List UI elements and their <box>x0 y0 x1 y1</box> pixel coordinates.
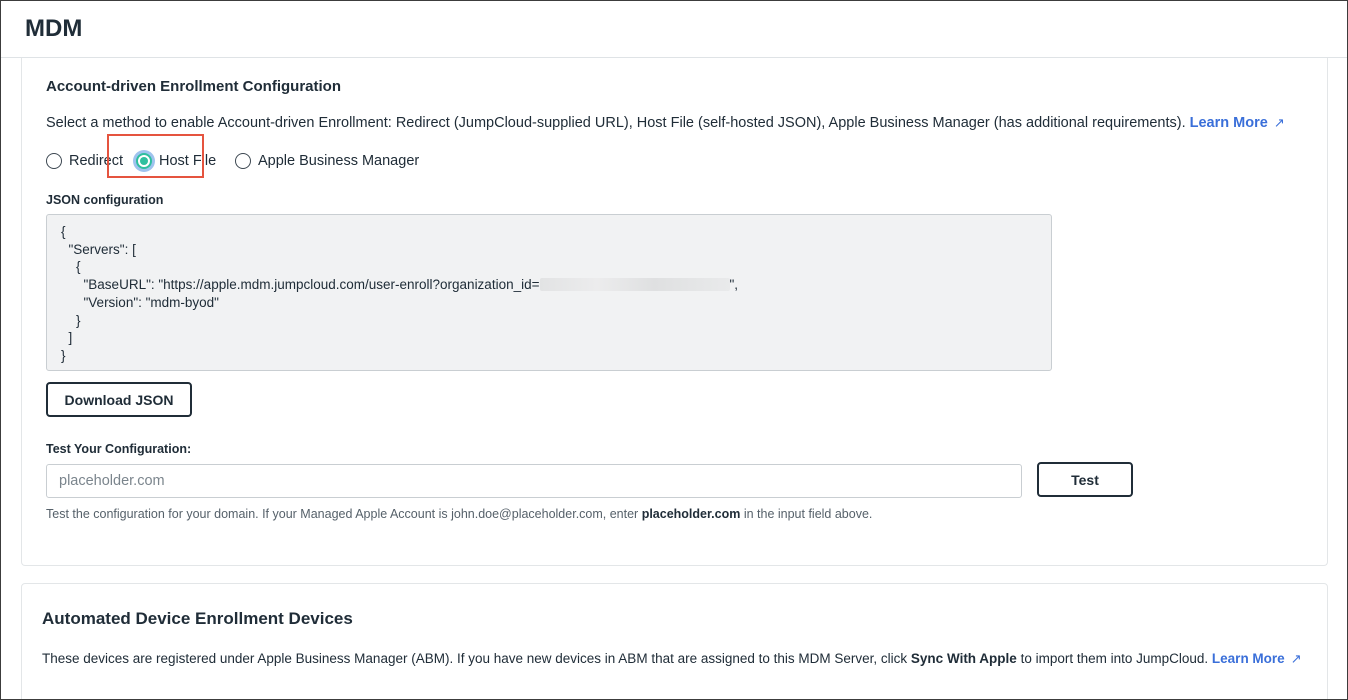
json-config-label: JSON configuration <box>46 193 164 207</box>
radio-apple-business-manager[interactable] <box>235 148 419 174</box>
page-header <box>1 1 1347 58</box>
radio-redirect-label: Redirect <box>69 153 123 169</box>
json-line: ", <box>729 277 739 293</box>
json-line: "Version": "mdm-byod" <box>61 294 219 310</box>
radio-host-file-label: Host File <box>159 153 217 169</box>
ade-config-card <box>21 58 1328 566</box>
page-title: MDM <box>25 15 83 42</box>
test-domain-input[interactable] <box>46 464 1022 498</box>
json-line: } <box>61 312 81 328</box>
learn-more-label: Learn More <box>1189 115 1268 131</box>
redacted-organization-id <box>540 278 730 291</box>
ade-config-intro <box>46 115 1285 131</box>
ade-config-title: Account-driven Enrollment Configuration <box>46 78 341 95</box>
help-bold: placeholder.com <box>641 507 741 521</box>
json-line: "BaseURL": "https://apple.mdm.jumpcloud.com/user-enroll?organization_id= <box>61 277 540 293</box>
download-json-button[interactable]: Download JSON <box>46 382 192 417</box>
help-prefix: Test the configuration for your domain. If your Managed Apple Account is john.doe@placeholder.com, enter <box>46 507 642 521</box>
help-suffix: in the input field above. <box>740 507 873 521</box>
radio-redirect-circle[interactable] <box>46 153 62 169</box>
radio-abm-label: Apple Business Manager <box>258 153 420 169</box>
json-line: { <box>61 259 81 275</box>
test-help-text <box>46 507 872 521</box>
json-line: "Servers": [ <box>61 241 136 257</box>
json-line: } <box>61 347 66 363</box>
external-link-icon: ↗ <box>1273 115 1285 130</box>
ade-devices-intro-suffix: to import them into JumpCloud. <box>1016 651 1209 666</box>
json-line: ] <box>61 330 73 346</box>
sync-with-apple-text: Sync With Apple <box>910 651 1017 666</box>
host-file-highlight <box>107 134 204 178</box>
ade-devices-title: Automated Device Enrollment Devices <box>42 609 353 628</box>
ade-config-intro-text: Select a method to enable Account-driven Enrollment: Redirect (JumpCloud-supplied URL), Host File (self-hosted JSON), Apple Business Manager (has additional requirements). <box>46 115 1186 131</box>
learn-more-link[interactable] <box>1190 115 1285 131</box>
json-config-block <box>46 214 1052 371</box>
test-config-label: Test Your Configuration: <box>46 442 192 456</box>
external-link-icon: ↗ <box>1290 651 1302 666</box>
ade-devices-learn-more-label: Learn More <box>1211 651 1285 666</box>
ade-devices-intro-prefix: These devices are registered under Apple Business Manager (ABM). If you have new devices in ABM that are assigned to this MDM Server, click <box>42 651 911 666</box>
test-button[interactable]: Test <box>1037 462 1133 497</box>
ade-devices-learn-more-link[interactable] <box>1212 651 1302 666</box>
json-line: { <box>61 224 66 239</box>
radio-abm-circle[interactable] <box>235 153 251 169</box>
ade-devices-intro <box>42 651 1302 667</box>
ade-devices-card <box>21 583 1328 700</box>
